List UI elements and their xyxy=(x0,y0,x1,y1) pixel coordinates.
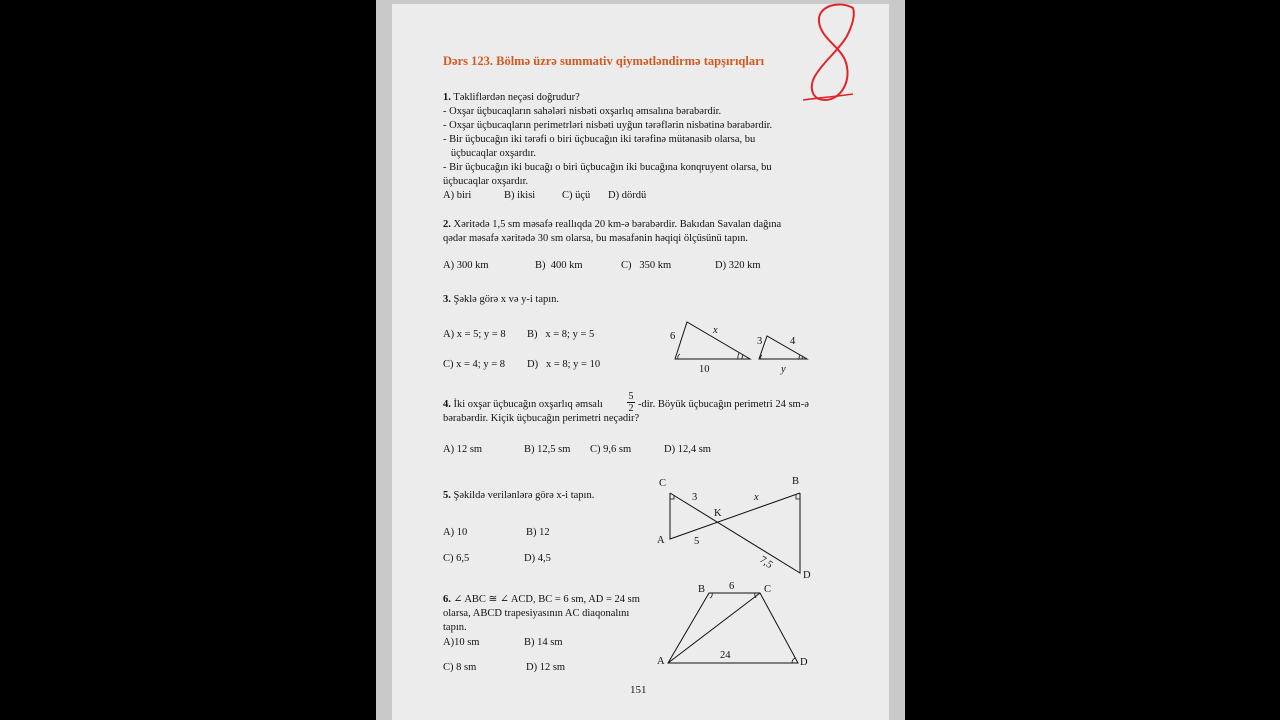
q5-line-c-d-b xyxy=(670,493,800,573)
q6-label: C xyxy=(764,584,772,595)
q3-number: 3. xyxy=(443,294,451,305)
q1-option-a[interactable]: A) biri xyxy=(443,190,472,201)
q6-label: 24 xyxy=(720,650,731,661)
q5-label: K xyxy=(714,508,722,519)
q2-option-c[interactable]: C) 350 km xyxy=(621,260,672,271)
q1-line: - Oxşar üçbucaqların perimetrləri nisbəti uyğun tərəflərin nisbətinə bərabərdir. xyxy=(443,120,773,131)
q6-trapezoid-figure xyxy=(652,578,817,673)
q3-label: 3 xyxy=(757,336,763,347)
q3-option-b[interactable]: B) x = 8; y = 5 xyxy=(527,329,595,340)
q4-option-c[interactable]: C) 9,6 sm xyxy=(590,444,632,455)
page-title: Dərs 123. Bölmə üzrə summativ qiymətləndirmə tapşırıqları xyxy=(443,54,765,68)
q1-option-d[interactable]: D) dördü xyxy=(608,190,647,201)
q6-label: D xyxy=(800,657,808,668)
q3-similar-triangles-figure xyxy=(665,318,815,378)
q4-line2: bərabərdir. Kiçik üçbucağın perimetri neçədir? xyxy=(443,413,640,424)
q3-label: 4 xyxy=(790,336,796,347)
q1-line: üçbucaqlar oxşardır. xyxy=(443,148,537,159)
q4-option-b[interactable]: B) 12,5 sm xyxy=(524,444,571,455)
q5-stem xyxy=(443,489,594,502)
q3-label: y xyxy=(781,364,786,375)
q6-option-d[interactable]: D) 12 sm xyxy=(526,662,566,673)
q2-line1: Xəritədə 1,5 sm məsafə reallıqda 20 km-ə bərabərdir. Bakıdan Savalan dağına xyxy=(453,219,782,230)
q5-label: C xyxy=(659,478,667,489)
q1-number: 1. xyxy=(443,92,451,103)
left-black-bar xyxy=(0,0,378,720)
q5-label: 5 xyxy=(694,536,700,547)
q6-label: B xyxy=(698,584,706,595)
q3-label: 10 xyxy=(699,364,710,375)
page-number: 151 xyxy=(630,684,647,696)
q2-option-b[interactable]: B) 400 km xyxy=(535,260,583,271)
q6-line3: tapın. xyxy=(443,622,467,633)
q5-crossed-triangles-figure xyxy=(655,473,820,583)
handwritten-mark-icon xyxy=(795,0,865,110)
q3-option-a[interactable]: A) x = 5; y = 8 xyxy=(443,329,506,340)
q5-option-a[interactable]: A) 10 xyxy=(443,527,468,538)
q6-label: 6 xyxy=(729,581,735,592)
q5-label: 7,5 xyxy=(757,554,775,571)
q3-stem xyxy=(443,293,559,306)
q6-option-b[interactable]: B) 14 sm xyxy=(524,637,563,648)
q5-label: x xyxy=(754,492,759,503)
q1-line: - Oxşar üçbucaqların sahələri nisbəti oxşarlıq əmsalına bərabərdir. xyxy=(443,106,722,117)
q4-number: 4. xyxy=(443,399,451,410)
q5-label: B xyxy=(792,476,800,487)
q5-text: Şəkildə verilənlərə görə x-i tapın. xyxy=(453,490,595,501)
q3-label: 6 xyxy=(670,331,676,342)
q6-number: 6. xyxy=(443,594,451,605)
q6-diagonal-ac xyxy=(668,593,760,663)
q6-option-c[interactable]: C) 8 sm xyxy=(443,662,477,673)
q4-option-d[interactable]: D) 12,4 sm xyxy=(664,444,711,455)
q4-frac-den: 2 xyxy=(628,403,634,414)
q6-label: A xyxy=(657,656,665,667)
q1-line: - Bir üçbucağın iki bucağı o biri üçbucağın iki bucağına konqruyent olarsa, bu xyxy=(443,162,772,173)
q6-line1: ∠ ABC ≅ ∠ ACD, BC = 6 sm, AD = 24 sm xyxy=(453,594,640,605)
q3-option-c[interactable]: C) x = 4; y = 8 xyxy=(443,359,506,370)
q1-option-c[interactable]: C) üçü xyxy=(562,190,591,201)
q2-stem xyxy=(443,218,781,231)
q2-option-a[interactable]: A) 300 km xyxy=(443,260,489,271)
q2-option-d[interactable]: D) 320 km xyxy=(715,260,761,271)
q6-trapezoid xyxy=(668,593,798,663)
q3-option-d[interactable]: D) x = 8; y = 10 xyxy=(527,359,601,370)
q4-option-a[interactable]: A) 12 sm xyxy=(443,444,483,455)
q4-frac-num: 5 xyxy=(628,391,634,402)
q5-line-c-a-k xyxy=(670,493,800,539)
q5-option-b[interactable]: B) 12 xyxy=(526,527,550,538)
q4-line1-b: -dir. Böyük üçbucağın perimetri 24 sm-ə xyxy=(638,399,809,410)
q6-stem xyxy=(443,593,640,606)
q1-stem xyxy=(443,91,580,104)
q2-line2: qədər məsafə xəritədə 30 sm olarsa, bu məsafənin həqiqi ölçüsünü tapın. xyxy=(443,233,748,244)
q2-number: 2. xyxy=(443,219,451,230)
q1-option-b[interactable]: B) ikisi xyxy=(504,190,536,201)
q6-option-a[interactable]: A)10 sm xyxy=(443,637,480,648)
q4-stem xyxy=(443,398,603,411)
q5-label: 3 xyxy=(692,492,698,503)
q5-option-d[interactable]: D) 4,5 xyxy=(524,553,551,564)
q6-line2: olarsa, ABCD trapesiyasının AC diaqonalını xyxy=(443,608,630,619)
right-black-bar xyxy=(905,0,1280,720)
q1-text: Təkliflərdən neçəsi doğrudur? xyxy=(453,92,580,103)
q4-line1-a: İki oxşar üçbucağın oxşarlıq əmsalı xyxy=(453,399,603,410)
q3-label: x xyxy=(713,325,718,336)
q1-line: üçbucaqlar oxşardır. xyxy=(443,176,529,187)
q5-option-c[interactable]: C) 6,5 xyxy=(443,553,470,564)
q3-text: Şəklə görə x və y-i tapın. xyxy=(453,294,560,305)
q5-number: 5. xyxy=(443,490,451,501)
q1-line: - Bir üçbucağın iki tərəfi o biri üçbucağın iki tərəfinə mütənasib olarsa, bu xyxy=(443,134,756,145)
q5-label: D xyxy=(803,570,811,581)
q5-label: A xyxy=(657,535,665,546)
